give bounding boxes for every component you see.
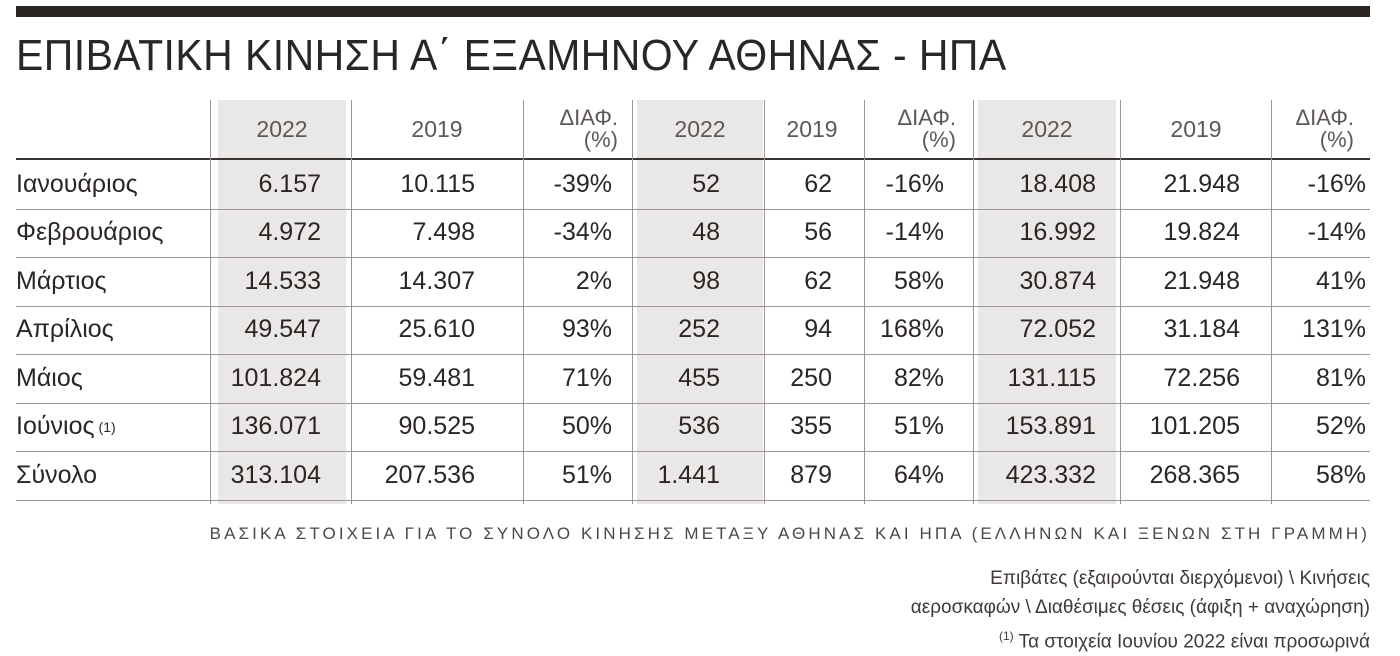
table-cell: 48 bbox=[692, 218, 720, 247]
header-g3-diff bbox=[1272, 100, 1370, 158]
row-label-text: Σύνολο bbox=[16, 460, 98, 489]
table-cell: 30.874 bbox=[1019, 266, 1096, 295]
table-cell: 7.498 bbox=[412, 218, 475, 247]
header-g1-2022: 2022 bbox=[256, 115, 308, 142]
header-g3-diff-unit: (%) bbox=[1319, 127, 1354, 152]
row-label-text: Ιούνιος bbox=[16, 412, 95, 441]
header-g2-2022: 2022 bbox=[674, 115, 726, 142]
table-row bbox=[16, 209, 1370, 259]
table-row bbox=[16, 354, 1370, 404]
row-label-text: Απρίλιος bbox=[16, 315, 114, 344]
table-cell: 82% bbox=[893, 363, 944, 392]
notes-line-3 bbox=[670, 622, 1370, 656]
table-cell: 250 bbox=[790, 363, 832, 392]
table-cell: 21.948 bbox=[1163, 169, 1240, 198]
table-cell: -14% bbox=[885, 218, 944, 247]
row-label bbox=[16, 209, 206, 258]
header-g3-2022: 2022 bbox=[1021, 115, 1073, 142]
header-g3-diff-label: ΔΙΑΦ. bbox=[1295, 105, 1354, 130]
table-cell: 168% bbox=[880, 315, 944, 344]
row-label bbox=[16, 403, 206, 452]
row-label bbox=[16, 306, 206, 355]
table-cell: 72.052 bbox=[1019, 315, 1096, 344]
row-label-text: Φεβρουάριος bbox=[16, 218, 164, 247]
table-cell: 90.525 bbox=[398, 412, 475, 441]
table-cell: 313.104 bbox=[230, 460, 321, 489]
table-cell: 19.824 bbox=[1163, 218, 1240, 247]
footnote-text: Τα στοιχεία Ιουνίου 2022 είναι προσωρινά bbox=[1013, 631, 1370, 653]
table-header-row bbox=[16, 100, 1370, 160]
table-cell: 207.536 bbox=[384, 460, 475, 489]
col-divider bbox=[210, 100, 211, 504]
table-cell: 58% bbox=[1315, 460, 1366, 489]
legend-notes bbox=[670, 564, 1370, 656]
table-cell: 98 bbox=[692, 266, 720, 295]
header-g1-2019: 2019 bbox=[411, 115, 463, 142]
table-cell: 153.891 bbox=[1005, 412, 1096, 441]
table-cell: 51% bbox=[561, 460, 612, 489]
table-row bbox=[16, 451, 1370, 501]
table-cell: 131% bbox=[1302, 315, 1366, 344]
table-cell: 21.948 bbox=[1163, 266, 1240, 295]
table-cell: 136.071 bbox=[230, 412, 321, 441]
col-divider bbox=[764, 100, 765, 504]
header-g1-diff bbox=[524, 100, 634, 158]
table-cell: 56 bbox=[804, 218, 832, 247]
table-cell: 1.441 bbox=[657, 460, 720, 489]
table-cell: 14.307 bbox=[398, 266, 475, 295]
table-cell: 58% bbox=[893, 266, 944, 295]
table-row bbox=[16, 257, 1370, 307]
table-cell: 94 bbox=[804, 315, 832, 344]
col-divider bbox=[1271, 100, 1272, 504]
header-g2-diff-unit: (%) bbox=[921, 127, 956, 152]
table-cell: 2% bbox=[575, 266, 612, 295]
page-title: ΕΠΙΒΑΤΙΚΗ ΚΙΝΗΣΗ Α΄ ΕΞΑΜΗΝΟΥ ΑΘΗΝΑΣ - ΗΠΑ bbox=[16, 31, 1007, 80]
table-cell: 355 bbox=[790, 412, 832, 441]
table-cell: 62 bbox=[804, 266, 832, 295]
table-cell: 252 bbox=[678, 315, 720, 344]
row-label-text: Μάιος bbox=[16, 363, 83, 392]
col-divider bbox=[1120, 100, 1121, 504]
table-cell: -39% bbox=[553, 169, 612, 198]
table-cell: 18.408 bbox=[1019, 169, 1096, 198]
table-cell: 14.533 bbox=[244, 266, 321, 295]
table-cell: 51% bbox=[893, 412, 944, 441]
table-cell: 62 bbox=[804, 169, 832, 198]
header-g3-2019: 2019 bbox=[1170, 115, 1222, 142]
table-cell: 131.115 bbox=[1007, 363, 1096, 392]
table-row bbox=[16, 160, 1370, 210]
notes-line-2: αεροσκαφών \ Διαθέσιμες θέσεις (άφιξη + αναχώρηση) bbox=[910, 597, 1370, 618]
header-g2-2019: 2019 bbox=[786, 115, 838, 142]
table-caption: ΒΑΣΙΚΑ ΣΤΟΙΧΕΙΑ ΓΙΑ ΤΟ ΣΥΝΟΛΟ ΚΙΝΗΣΗΣ ΜΕΤΑΞΥ ΑΘΗΝΑΣ ΚΑΙ ΗΠΑ (ΕΛΛΗΝΩΝ ΚΑΙ ΞΕΝΩΝ ΣΤΗ ΓΡΑΜΜΗ) bbox=[209, 524, 1370, 543]
col-divider bbox=[973, 100, 974, 504]
table-cell: 268.365 bbox=[1149, 460, 1240, 489]
row-label-footnote: (1) bbox=[98, 418, 116, 435]
table-cell: 50% bbox=[561, 412, 612, 441]
table-cell: 4.972 bbox=[258, 218, 321, 247]
header-g1-diff-unit: (%) bbox=[583, 127, 618, 152]
table-cell: 52% bbox=[1315, 412, 1366, 441]
col-divider bbox=[523, 100, 524, 504]
table-cell: 16.992 bbox=[1019, 218, 1096, 247]
table-cell: -14% bbox=[1307, 218, 1366, 247]
row-label bbox=[16, 257, 206, 306]
table-row bbox=[16, 306, 1370, 356]
table-cell: 49.547 bbox=[244, 315, 321, 344]
table-cell: 71% bbox=[561, 363, 612, 392]
table-cell: 423.332 bbox=[1005, 460, 1096, 489]
table-cell: 31.184 bbox=[1163, 315, 1240, 344]
row-label bbox=[16, 160, 206, 209]
table-cell: 101.824 bbox=[230, 363, 321, 392]
table-cell: 25.610 bbox=[398, 315, 475, 344]
table-cell: 52 bbox=[692, 169, 720, 198]
table-cell: 93% bbox=[561, 315, 612, 344]
table-cell: 6.157 bbox=[258, 169, 321, 198]
col-divider bbox=[632, 100, 633, 504]
table-cell: 72.256 bbox=[1163, 363, 1240, 392]
table-cell: 64% bbox=[893, 460, 944, 489]
table-cell: 101.205 bbox=[1149, 412, 1240, 441]
table-cell: 455 bbox=[678, 363, 720, 392]
table-cell: 41% bbox=[1315, 266, 1366, 295]
col-divider bbox=[351, 100, 352, 504]
table-cell: 10.115 bbox=[400, 169, 475, 198]
header-g1-diff-label: ΔΙΑΦ. bbox=[559, 105, 618, 130]
table-cell: 59.481 bbox=[398, 363, 475, 392]
header-g2-diff-label: ΔΙΑΦ. bbox=[897, 105, 956, 130]
table-cell: -16% bbox=[885, 169, 944, 198]
table-cell: -34% bbox=[553, 218, 612, 247]
table-cell: 81% bbox=[1315, 363, 1366, 392]
row-label bbox=[16, 451, 206, 500]
table-row bbox=[16, 403, 1370, 453]
row-label-text: Ιανουάριος bbox=[16, 169, 138, 198]
table-cell: 879 bbox=[790, 460, 832, 489]
table-cell: 536 bbox=[678, 412, 720, 441]
top-rule-bar bbox=[16, 6, 1370, 17]
col-divider bbox=[864, 100, 865, 504]
table-cell: -16% bbox=[1307, 169, 1366, 198]
notes-line-1: Επιβάτες (εξαιρούνται διερχόμενοι) \ Κινήσεις bbox=[990, 568, 1370, 589]
row-label bbox=[16, 354, 206, 403]
row-label-text: Μάρτιος bbox=[16, 266, 107, 295]
footnote-mark: (1) bbox=[998, 629, 1014, 643]
header-g2-diff bbox=[864, 100, 972, 158]
